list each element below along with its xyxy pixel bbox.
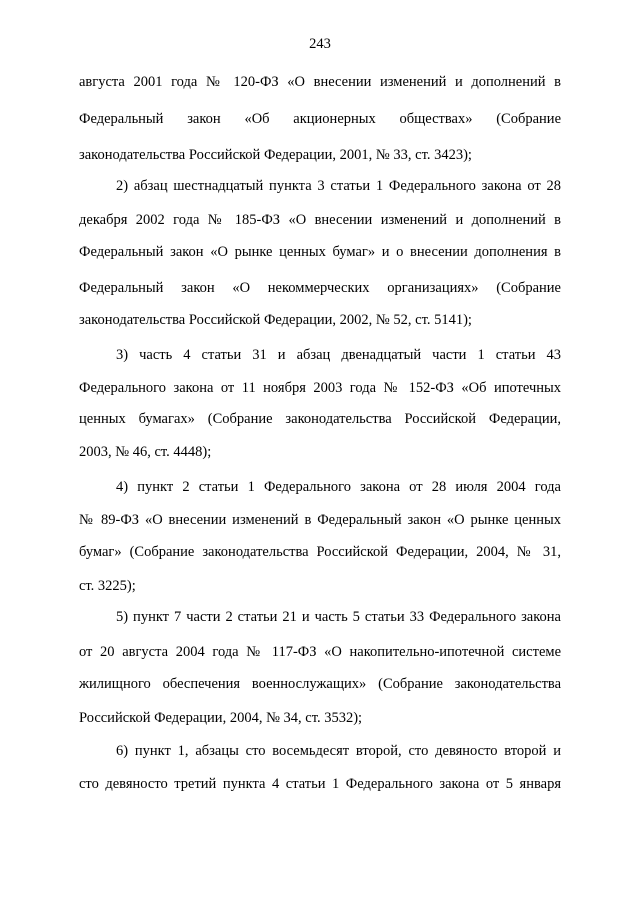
text-line: декабря 2002 года № 185-ФЗ «О внесении изменений и дополнений в (79, 212, 561, 228)
text-line: Федеральный закон «Об акционерных обществах» (Собрание (79, 111, 561, 127)
text-line: бумаг» (Собрание законодательства Российской Федерации, 2004, № 31, (79, 544, 561, 560)
text-line: 6) пункт 1, абзацы сто восемьдесят второй, сто девяносто второй и (116, 743, 561, 759)
text-line: законодательства Российской Федерации, 2001, № 33, ст. 3423); (79, 147, 472, 163)
text-line: 4) пункт 2 статьи 1 Федерального закона от 28 июля 2004 года (116, 479, 561, 495)
text-line: Федерального закона от 11 ноября 2003 года № 152-ФЗ «Об ипотечных (79, 380, 561, 396)
text-line: августа 2001 года № 120-ФЗ «О внесении изменений и дополнений в (79, 74, 561, 90)
text-line: ст. 3225); (79, 578, 136, 594)
text-line: Федеральный закон «О некоммерческих организациях» (Собрание (79, 280, 561, 296)
text-line: 5) пункт 7 части 2 статьи 21 и часть 5 статьи 33 Федерального закона (116, 609, 561, 625)
text-line: 3) часть 4 статьи 31 и абзац двенадцатый части 1 статьи 43 (116, 347, 561, 363)
text-line: Федеральный закон «О рынке ценных бумаг» и о внесении дополнения в (79, 244, 561, 260)
page-number: 243 (309, 36, 331, 52)
text-line: 2) абзац шестнадцатый пункта 3 статьи 1 Федерального закона от 28 (116, 178, 561, 194)
text-line: Российской Федерации, 2004, № 34, ст. 3532); (79, 710, 363, 726)
text-line: № 89-ФЗ «О внесении изменений в Федеральный закон «О рынке ценных (79, 512, 561, 528)
text-line: 2003, № 46, ст. 4448); (79, 444, 212, 460)
text-line: от 20 августа 2004 года № 117-ФЗ «О накопительно-ипотечной системе (79, 644, 561, 660)
text-line: сто девяносто третий пункта 4 статьи 1 Федерального закона от 5 января (79, 776, 561, 792)
text-line: законодательства Российской Федерации, 2002, № 52, ст. 5141); (79, 312, 472, 328)
text-line: жилищного обеспечения военнослужащих» (Собрание законодательства (79, 676, 561, 692)
text-line: ценных бумагах» (Собрание законодательства Российской Федерации, (79, 411, 561, 427)
